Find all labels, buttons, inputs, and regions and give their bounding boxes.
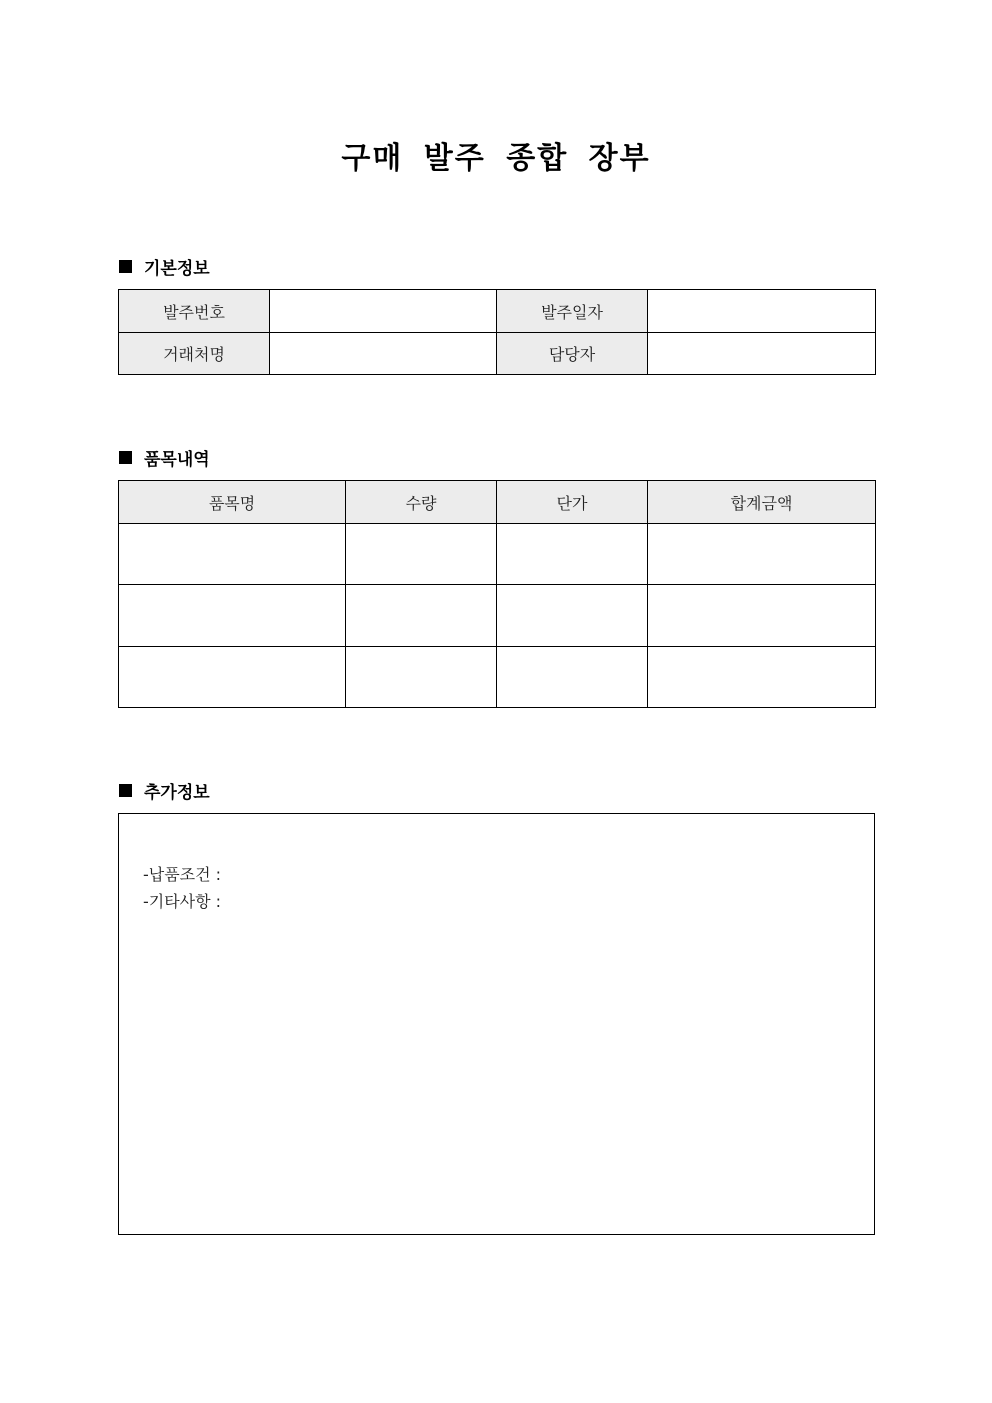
additional-info-lines — [143, 861, 221, 915]
manager-field[interactable] — [648, 333, 876, 375]
vendor-name-label: 거래처명 — [119, 333, 270, 375]
unit-price-cell[interactable] — [497, 585, 648, 647]
total-amount-cell[interactable] — [648, 647, 876, 708]
basic-info-table — [118, 289, 876, 375]
column-header-unit-price: 단가 — [497, 481, 648, 524]
table-row — [119, 524, 876, 585]
vendor-name-field[interactable] — [270, 333, 497, 375]
other-notes-line: -기타사항 : — [143, 892, 222, 911]
item-name-cell[interactable] — [119, 647, 346, 708]
section-heading-basic-info — [119, 254, 210, 279]
order-date-label: 발주일자 — [497, 290, 648, 333]
table-row — [119, 290, 876, 333]
item-name-cell[interactable] — [119, 585, 346, 647]
total-amount-cell[interactable] — [648, 524, 876, 585]
column-header-item-name: 품목명 — [119, 481, 346, 524]
quantity-cell[interactable] — [346, 647, 497, 708]
item-name-cell[interactable] — [119, 524, 346, 585]
table-row — [119, 333, 876, 375]
additional-info-box[interactable] — [118, 813, 875, 1235]
column-header-quantity: 수량 — [346, 481, 497, 524]
column-header-total-amount: 합계금액 — [648, 481, 876, 524]
section-heading-label: 추가정보 — [144, 783, 210, 803]
section-heading-items — [119, 445, 210, 470]
delivery-terms-line: -납품조건 : — [143, 865, 222, 884]
table-row — [119, 585, 876, 647]
square-bullet-icon — [119, 784, 132, 797]
document-title: 구매 발주 종합 장부 — [341, 141, 651, 176]
quantity-cell[interactable] — [346, 524, 497, 585]
section-heading-label: 기본정보 — [144, 259, 210, 279]
table-header-row — [119, 481, 876, 524]
section-heading-label: 품목내역 — [144, 450, 210, 470]
total-amount-cell[interactable] — [648, 585, 876, 647]
items-table — [118, 480, 876, 708]
quantity-cell[interactable] — [346, 585, 497, 647]
section-heading-additional-info — [119, 778, 210, 803]
square-bullet-icon — [119, 451, 132, 464]
order-date-field[interactable] — [648, 290, 876, 333]
unit-price-cell[interactable] — [497, 647, 648, 708]
unit-price-cell[interactable] — [497, 524, 648, 585]
square-bullet-icon — [119, 260, 132, 273]
manager-label: 담당자 — [497, 333, 648, 375]
order-number-label: 발주번호 — [119, 290, 270, 333]
order-number-field[interactable] — [270, 290, 497, 333]
table-row — [119, 647, 876, 708]
